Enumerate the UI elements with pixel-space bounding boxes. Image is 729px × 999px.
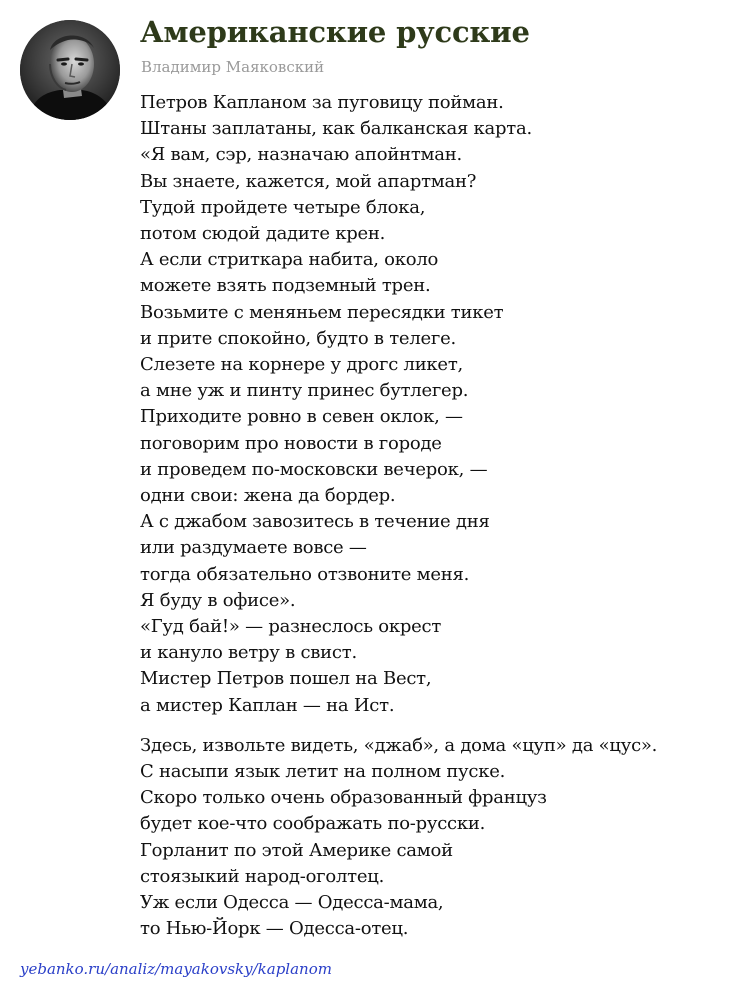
poem-author: Владимир Маяковский (141, 58, 325, 76)
poem-line: С насыпи язык летит на полном пуске. (140, 761, 506, 783)
poem-line: Приходите ровно в севен оклок, — (140, 406, 463, 428)
poem-line: а мне уж и пинту принес бутлегер. (140, 380, 469, 402)
poem-line: поговорим про новости в городе (140, 432, 442, 454)
poem-line: Слезете на корнере у дрогс ликет, (140, 354, 464, 376)
stanza-2 (140, 733, 720, 943)
poem-line: а мистер Каплан — на Ист. (140, 694, 395, 716)
poem-line: потом сюдой дадите крен. (140, 223, 386, 245)
poem-line: А если стриткара набита, около (140, 249, 439, 271)
poem-title: Американские русские (140, 15, 530, 49)
author-avatar (20, 20, 120, 120)
poem-line: и проведем по-московски вечерок, — (140, 458, 488, 480)
poem-line: и кануло ветру в свист. (140, 642, 357, 664)
poem-line: Возьмите с меняньем пересядки тикет (140, 301, 504, 323)
poem-line: «Гуд бай!» — разнеслось окрест (140, 616, 442, 638)
poem-line: Горланит по этой Америке самой (140, 839, 453, 861)
poem-line: Мистер Петров пошел на Вест, (140, 668, 432, 690)
poem-line: Штаны заплатаны, как балканская карта. (140, 118, 532, 140)
poem-line: одни свои: жена да бордер. (140, 485, 396, 507)
poem-line: Я буду в офисе». (140, 589, 296, 611)
poem-line: А с джабом завозитесь в течение дня (140, 511, 490, 533)
author-portrait-photo-icon (20, 20, 120, 120)
stanza-1 (140, 90, 720, 719)
poem-line: Петров Капланом за пуговицу пойман. (140, 92, 504, 113)
poem-line: стоязыкий народ-оголтец. (140, 865, 385, 887)
poem-line: или раздумаете вовсе — (140, 537, 367, 559)
poem-line: и прите спокойно, будто в телеге. (140, 327, 456, 349)
poem-line: Здесь, извольте видеть, «джаб», а дома «цуп» да «цус». (140, 734, 658, 756)
poem-line: «Я вам, сэр, назначаю апойнтман. (140, 144, 462, 166)
poem-line: Тудой пройдете четыре блока, (140, 196, 426, 218)
poem-line: можете взять подземный трен. (140, 275, 431, 297)
poem-line: будет кое-что соображать по-русски. (140, 813, 486, 835)
poem-line: Скоро только очень образованный француз (140, 787, 547, 809)
poem-line: Уж если Одесса — Одесса-мама, (140, 892, 444, 914)
poem-line: тогда обязательно отзвоните меня. (140, 563, 470, 585)
poem-line: Вы знаете, кажется, мой апартман? (140, 170, 477, 192)
poem-line: то Нью-Йорк — Одесса-отец. (140, 918, 409, 940)
poem-body (140, 90, 720, 943)
source-link[interactable]: yebanko.ru/analiz/mayakovsky/kaplanom (20, 960, 332, 978)
